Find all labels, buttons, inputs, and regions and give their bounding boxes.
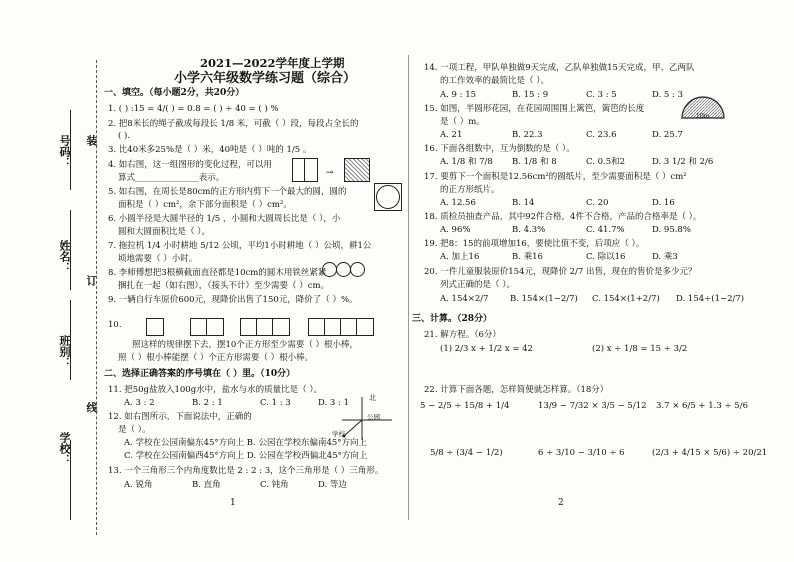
binding-margin — [0, 0, 96, 562]
q22-expr-6: (2/3 + 4/15 × 5/6) ÷ 20/21 — [652, 448, 768, 458]
question-20: 20. 一件儿童服装原价154元，现降价 2/7 出售，现在的售价是多少元？ — [424, 267, 697, 277]
q12-options-ab: A. 学校在公园南偏东45°方向上 B. 公园在学校东偏南45°方向上 — [124, 438, 368, 448]
question-19: 19. 把8：15的前项增加16，要使比值不变，后项应（ ）。 — [424, 239, 645, 249]
question-13: 13. 一个三角形三个内角度数比是 2 : 2 : 3，这个三角形是（ ）三角形。 — [108, 466, 384, 476]
name-blank — [70, 210, 71, 290]
q10-pattern-4-split-b — [340, 318, 341, 336]
question-2: 2. 把8米长的绳子截成每段长 1/8 米，可截（ ）段，每段占全长的 — [108, 119, 359, 129]
q15-option-a: A. 21 — [440, 130, 463, 140]
question-5: 5. 如右图，在周长是80cm的正方形内剪下一个最大的圆，圆的 — [108, 187, 347, 197]
q15-option-d: D. 25.7 — [652, 130, 683, 140]
q14-option-c: C. 3 : 5 — [586, 90, 617, 100]
q18-option-c: C. 41.7% — [586, 225, 625, 235]
q15-option-b: B. 22.3 — [512, 130, 543, 140]
class-label: 班别： — [58, 335, 71, 368]
q13-option-d: D. 等边 — [318, 480, 347, 490]
q17-option-c: C. 20 — [586, 198, 609, 208]
q10-pattern-3-split-a — [256, 318, 257, 336]
question-21: 21. 解方程。（6分） — [424, 330, 501, 340]
q13-option-a: A. 锐角 — [124, 480, 153, 490]
question-16: 16. 下面各组数中，互为倒数的是（ ）。 — [424, 144, 575, 154]
q18-option-d: D. 95.8% — [652, 225, 691, 235]
question-10-cont-2: 照（ ）根小棒能摆（ ）个正方形需要（ ）根小棒。 — [118, 353, 314, 363]
compass-school-label: 学校 — [332, 430, 345, 438]
question-11: 11. 把50g盐放入100g水中，盐水与水的质量比是（ ）。 — [108, 385, 323, 395]
question-21-part-1: (1) 2/3 x + 1/2 x = 42 — [440, 344, 533, 354]
q18-option-a: A. 96% — [440, 225, 471, 235]
q4-arrow: → — [326, 168, 334, 178]
q20-option-d: D. 154÷(1−2/7) — [676, 294, 745, 304]
q10-pattern-2 — [190, 318, 224, 336]
question-6: 6. 小圆半径是大圆半径的 1/5 ，小圆和大圆周长比是（ ），小 — [108, 214, 341, 224]
exam-year: 2021—2022学年度上学期 — [200, 56, 345, 70]
question-17-cont: 的正方形纸片。 — [440, 185, 500, 195]
question-1: 1. ( ) :15 = 4/( ) = 0.8 = ( ) ÷ 40 = ( ) % — [108, 104, 279, 114]
q11-option-c: C. 1 : 3 — [260, 398, 291, 408]
question-10: 10. — [108, 320, 122, 330]
q15-option-c: C. 23.6 — [586, 130, 617, 140]
question-18: 18. 质检员抽查产品，其中92件合格，4件不合格，产品的合格率是（ ）。 — [424, 212, 702, 222]
compass-direction-line — [344, 420, 362, 436]
q10-pattern-4-split-c — [356, 318, 357, 336]
q10-pattern-2-split — [206, 318, 207, 336]
q22-expr-4: 5/8 ÷ (3/4 − 1/2) — [430, 448, 503, 458]
q16-option-b: B. 1/8 和 8 — [512, 157, 557, 167]
page-number-1: 1 — [230, 498, 236, 508]
q19-option-a: A. 加上16 — [440, 252, 480, 262]
name-label: 姓名： — [58, 240, 71, 273]
question-4-cont: 算式_______________表示。 — [118, 173, 225, 183]
q20-option-a: A. 154×2/7 — [440, 294, 489, 304]
q17-option-d: D. 16 — [652, 198, 675, 208]
question-22: 22. 计算下面各题，怎样简便就怎样算。（18分） — [424, 385, 609, 395]
q10-pattern-1 — [146, 318, 164, 336]
number-blank — [70, 110, 71, 190]
section-1-heading: 一、填空。（每小题2分，共20分） — [104, 88, 245, 98]
q19-option-d: D. 乘3 — [652, 252, 678, 262]
q4-figure-a-split — [304, 158, 305, 182]
binding-dashed-line — [96, 60, 97, 535]
q8-log-2 — [336, 262, 351, 277]
q8-log-1 — [322, 262, 337, 277]
q22-expr-5: 6 ÷ 3/10 − 3/10 ÷ 6 — [538, 448, 625, 458]
question-8: 8. 李师傅想把3根横截面直径都是10cm的圆木用铁丝紧紧 — [108, 268, 327, 278]
q19-option-c: C. 除以16 — [586, 252, 626, 262]
question-14: 14. 一项工程，甲队单独做9天完成，乙队单独做15天完成，甲、乙两队 — [424, 63, 695, 73]
bind-mark-3: 线 — [85, 402, 98, 413]
question-8-cont: 捆扎在一起（如右图），（接头不计）至少需要（ ）cm。 — [118, 281, 330, 291]
section-3-heading: 三、计算。（28分） — [412, 314, 493, 324]
q13-option-c: C. 钝角 — [260, 480, 289, 490]
q19-option-b: B. 乘16 — [512, 252, 543, 262]
question-2-cont: ( ). — [118, 131, 131, 141]
number-label: 号码： — [58, 135, 71, 168]
q13-option-b: B. 直角 — [192, 480, 221, 490]
q4-figure-b — [344, 158, 370, 182]
school-blank — [70, 440, 71, 520]
question-7-cont: 顷地需要（ ）小时。 — [118, 254, 198, 264]
question-12: 12. 如右图所示，下面说法中，正确的 — [108, 412, 252, 422]
q11-option-a: A. 3 : 2 — [124, 398, 155, 408]
school-label: 学校： — [58, 432, 71, 465]
question-5-cont: 面积是（ ）cm²，余下部分面积是（ ）cm²。 — [118, 200, 292, 210]
q16-option-d: D. 3 1/2 和 2/6 — [652, 157, 714, 167]
question-14-cont: 的工作效率的最简比是（ ）。 — [440, 76, 549, 86]
q10-pattern-4 — [308, 318, 374, 336]
q17-option-b: B. 14 — [512, 198, 535, 208]
question-7: 7. 拖拉机 1/4 小时耕地 5/12 公顷，平均1小时耕地（ ）公顷，耕1公 — [108, 241, 372, 251]
question-3: 3. 比40米多25%是（ ）米，40吨是（ ）吨的 1/5 。 — [108, 145, 312, 155]
question-10-cont-1: 照这样的规律摆下去，摆10个正方形至少需要（ ）根小棒， — [132, 340, 359, 350]
q8-log-3 — [350, 262, 365, 277]
question-6-cont: 圆和大圆面积比是（ ）。 — [118, 227, 210, 237]
q20-option-b: B. 154×(1−2/7) — [510, 294, 578, 304]
q22-expr-1: 5 − 2/5 ÷ 15/8 + 1/4 — [420, 401, 510, 411]
q11-option-d: D. 3 : 1 — [318, 398, 349, 408]
page-number-2: 2 — [558, 498, 564, 508]
q11-option-b: B. 2 : 1 — [192, 398, 223, 408]
q14-option-b: B. 15 : 9 — [512, 90, 549, 100]
q17-option-a: A. 12.56 — [440, 198, 476, 208]
question-21-part-2: (2) x ÷ 1/8 = 15 ÷ 3/2 — [592, 344, 688, 354]
page-divider — [408, 55, 409, 520]
class-blank — [70, 300, 71, 380]
q10-pattern-3 — [240, 318, 290, 336]
bind-mark-2: 订 — [85, 275, 98, 286]
q22-expr-3: 3.7 × 6/5 + 1.3 ÷ 5/6 — [656, 401, 748, 411]
q15-diameter-label: 10m — [696, 113, 710, 120]
q16-option-a: A. 1/8 和 7/8 — [440, 157, 493, 167]
question-15-cont: 是（ ）m。 — [440, 117, 485, 127]
q12-options-cd: C. 学校在公园南偏西45°方向上 D. 公园在学校西偏北45°方向上 — [124, 451, 368, 461]
q5-circle — [376, 185, 400, 209]
exam-title: 小学六年级数学练习题（综合） — [174, 71, 357, 86]
q16-option-c: C. 0.5和2 — [586, 157, 626, 167]
q10-pattern-4-split-a — [324, 318, 325, 336]
section-2-heading: 二、选择正确答案的序号填在（ ）里。（10分） — [104, 369, 296, 379]
q22-expr-2: 13/9 − 7/32 × 3/5 − 5/12 — [538, 401, 647, 411]
q4-figure-a — [292, 158, 318, 182]
q18-option-b: B. 4.3% — [512, 225, 546, 235]
question-9: 9. 一辆自行车原价600元，现降价出售了150元，降价了（ ）%。 — [108, 295, 358, 305]
q14-option-d: D. 5 : 3 — [652, 90, 683, 100]
q20-option-c: C. 154×(1+2/7) — [592, 294, 660, 304]
bind-mark-1: 装 — [85, 135, 98, 146]
q10-pattern-3-split-b — [272, 318, 273, 336]
question-20-cont: 列式正确的是（ ）。 — [440, 280, 515, 290]
compass-north-label: 北 — [369, 394, 376, 402]
q14-option-a: A. 9 : 15 — [440, 90, 477, 100]
compass-park-label: 公园 — [367, 413, 380, 421]
question-17: 17. 要剪下一个面积是12.56cm²的圆纸片，至少需要面积是（ ）cm² — [424, 172, 687, 182]
question-15: 15. 如图，半圆形花园，在花园周围围上篱笆，篱笆的长度 — [424, 104, 645, 114]
question-12-cont: 是（ ）。 — [118, 425, 151, 435]
question-4: 4. 如右图，这一组图形的变化过程，可以用 — [108, 160, 272, 170]
